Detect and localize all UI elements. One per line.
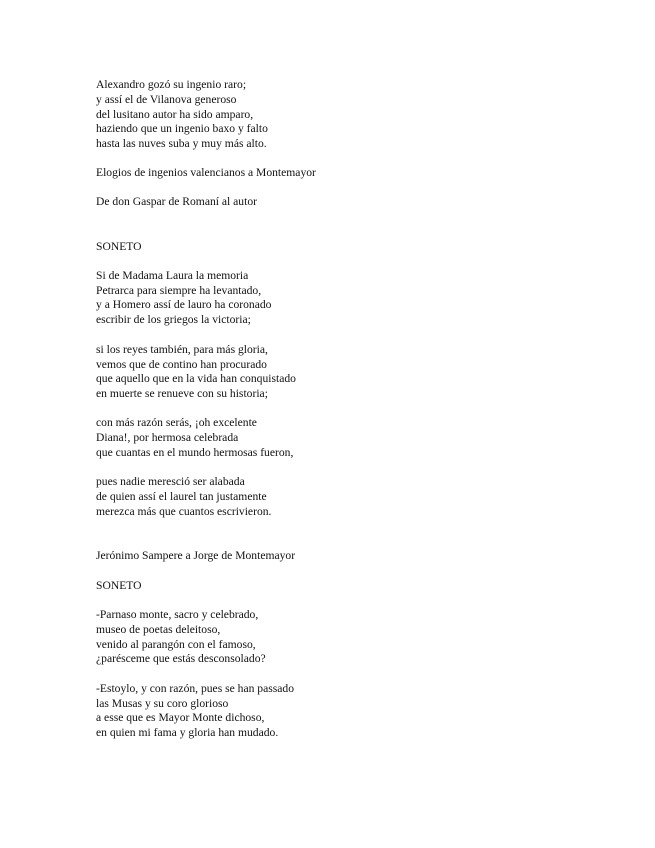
verse-line: ¿parésceme que estás desconsolado? xyxy=(96,652,266,665)
verse-line: pues nadie meresció ser alabada xyxy=(96,475,245,488)
verse-line: Alexandro gozó su ingenio raro; xyxy=(96,78,247,91)
verse-line: en quien mi fama y gloria han mudado. xyxy=(96,726,279,739)
verse-line: Diana!, por hermosa celebrada xyxy=(96,431,239,444)
verse-line: las Musas y su coro glorioso xyxy=(96,697,229,710)
verse-line: hasta las nuves suba y muy más alto. xyxy=(96,137,267,150)
verse-line: y assí el de Vilanova generoso xyxy=(96,93,237,106)
verse-line: -Parnaso monte, sacro y celebrado, xyxy=(96,608,259,621)
verse-line: escribir de los griegos la victoria; xyxy=(96,313,251,326)
verse-line: en muerte se renueve con su historia; xyxy=(96,387,268,400)
dedication-heading: Jerónimo Sampere a Jorge de Montemayor xyxy=(96,549,296,562)
verse-line: que aquello que en la vida han conquistado xyxy=(96,372,296,385)
sonnet-title: SONETO xyxy=(96,579,142,592)
verse-line: Si de Madama Laura la memoria xyxy=(96,269,249,282)
verse-line: vemos que de contino han procurado xyxy=(96,358,267,371)
verse-line: museo de poetas deleitoso, xyxy=(96,623,221,636)
verse-line: Petrarca para siempre ha levantado, xyxy=(96,284,262,297)
verse-line: con más razón serás, ¡oh excelente xyxy=(96,416,257,429)
verse-line: de quien assí el laurel tan justamente xyxy=(96,490,267,503)
verse-line: y a Homero assí de lauro ha coronado xyxy=(96,298,272,311)
dedication-heading: De don Gaspar de Romaní al autor xyxy=(96,195,257,208)
verse-line: venido al parangón con el famoso, xyxy=(96,638,256,651)
sonnet-title: SONETO xyxy=(96,240,142,253)
verse-line: si los reyes también, para más gloria, xyxy=(96,343,268,356)
verse-line: merezca más que cuantos escrivieron. xyxy=(96,505,272,518)
verse-line: haziendo que un ingenio baxo y falto xyxy=(96,122,268,135)
verse-line: -Estoylo, y con razón, pues se han passado xyxy=(96,682,295,695)
verse-line: a esse que es Mayor Monte dichoso, xyxy=(96,711,265,724)
section-heading: Elogios de ingenios valencianos a Montemayor xyxy=(96,166,316,179)
verse-line: del lusitano autor ha sido amparo, xyxy=(96,108,254,121)
verse-line: que cuantas en el mundo hermosas fueron, xyxy=(96,446,294,459)
